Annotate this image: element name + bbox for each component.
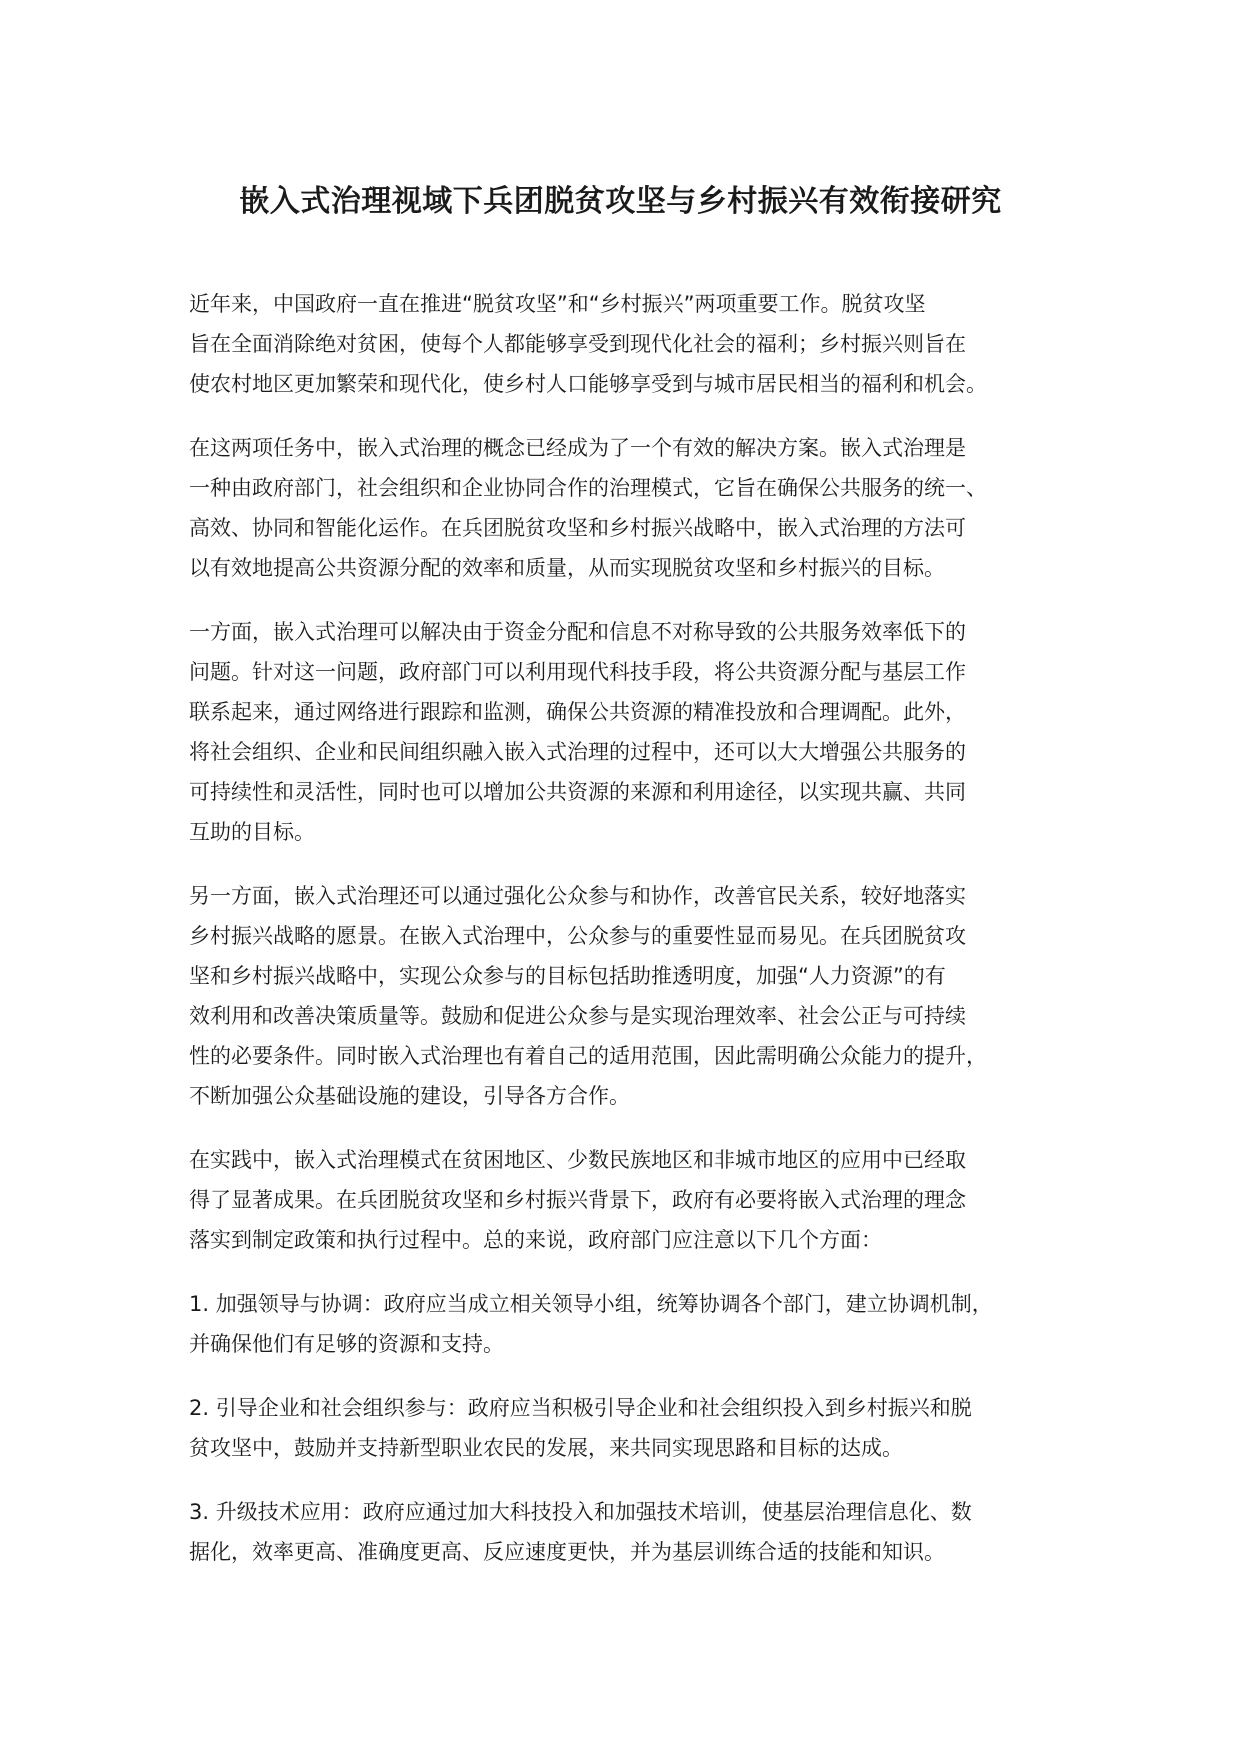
paragraph-2	[189, 428, 1079, 588]
text-line: 贫攻坚中，鼓励并支持新型职业农民的发展，来共同实现思路和目标的达成。	[189, 1436, 903, 1460]
text-line: 以有效地提高公共资源分配的效率和质量，从而实现脱贫攻坚和乡村振兴的目标。	[189, 556, 945, 580]
paragraph-5	[189, 1140, 1079, 1260]
text-line: 乡村振兴战略的愿景。在嵌入式治理中，公众参与的重要性显而易见。在兵团脱贫攻	[189, 924, 966, 948]
text-line: 一种由政府部门，社会组织和企业协同合作的治理模式，它旨在确保公共服务的统一、	[189, 476, 987, 500]
list-item-2	[189, 1388, 1079, 1468]
text-line: 性的必要条件。同时嵌入式治理也有着自己的适用范围，因此需明确公众能力的提升，	[189, 1044, 987, 1068]
text-line: 坚和乡村振兴战略中，实现公众参与的目标包括助推透明度，加强“人力资源”的有	[189, 964, 946, 988]
text-line: 问题。针对这一问题，政府部门可以利用现代科技手段，将公共资源分配与基层工作	[189, 660, 966, 684]
text-line: 效利用和改善决策质量等。鼓励和促进公众参与是实现治理效率、社会公正与可持续	[189, 1004, 966, 1028]
text-line: 一方面，嵌入式治理可以解决由于资金分配和信息不对称导致的公共服务效率低下的	[189, 620, 966, 644]
text-line: 可持续性和灵活性，同时也可以增加公共资源的来源和利用途径，以实现共赢、共同	[189, 780, 966, 804]
document-body	[189, 284, 1079, 1596]
text-line: 得了显著成果。在兵团脱贫攻坚和乡村振兴背景下，政府有必要将嵌入式治理的理念	[189, 1188, 966, 1212]
text-line: 在这两项任务中，嵌入式治理的概念已经成为了一个有效的解决方案。嵌入式治理是	[189, 436, 966, 460]
paragraph-3	[189, 612, 1079, 852]
text-line: 高效、协同和智能化运作。在兵团脱贫攻坚和乡村振兴战略中，嵌入式治理的方法可	[189, 516, 966, 540]
text-line: 将社会组织、企业和民间组织融入嵌入式治理的过程中，还可以大大增强公共服务的	[189, 740, 966, 764]
text-line: 旨在全面消除绝对贫困，使每个人都能够享受到现代化社会的福利；乡村振兴则旨在	[189, 332, 966, 356]
text-line: 不断加强公众基础设施的建设，引导各方合作。	[189, 1084, 630, 1108]
text-line: 在实践中，嵌入式治理模式在贫困地区、少数民族地区和非城市地区的应用中已经取	[189, 1148, 966, 1172]
list-item-1	[189, 1284, 1079, 1364]
text-line: 并确保他们有足够的资源和支持。	[189, 1332, 504, 1356]
text-line: 3. 升级技术应用：政府应通过加大科技投入和加强技术培训，使基层治理信息化、数	[189, 1500, 972, 1524]
text-line: 使农村地区更加繁荣和现代化，使乡村人口能够享受到与城市居民相当的福利和机会。	[189, 372, 987, 396]
paragraph-4	[189, 876, 1079, 1116]
text-line: 近年来，中国政府一直在推进“脱贫攻坚”和“乡村振兴”两项重要工作。脱贫攻坚	[189, 292, 926, 316]
text-line: 落实到制定政策和执行过程中。总的来说，政府部门应注意以下几个方面：	[189, 1228, 882, 1252]
text-line: 1. 加强领导与协调：政府应当成立相关领导小组，统筹协调各个部门，建立协调机制，	[189, 1292, 993, 1316]
text-line: 联系起来，通过网络进行跟踪和监测，确保公共资源的精准投放和合理调配。此外，	[189, 700, 966, 724]
text-line: 互助的目标。	[189, 820, 315, 844]
list-item-3	[189, 1492, 1079, 1572]
text-line: 另一方面，嵌入式治理还可以通过强化公众参与和协作，改善官民关系，较好地落实	[189, 884, 966, 908]
paragraph-1	[189, 284, 1079, 404]
text-line: 据化，效率更高、准确度更高、反应速度更快，并为基层训练合适的技能和知识。	[189, 1540, 945, 1564]
document-title: 嵌入式治理视域下兵团脱贫攻坚与乡村振兴有效衔接研究	[239, 184, 1002, 219]
text-line: 2. 引导企业和社会组织参与：政府应当积极引导企业和社会组织投入到乡村振兴和脱	[189, 1396, 972, 1420]
